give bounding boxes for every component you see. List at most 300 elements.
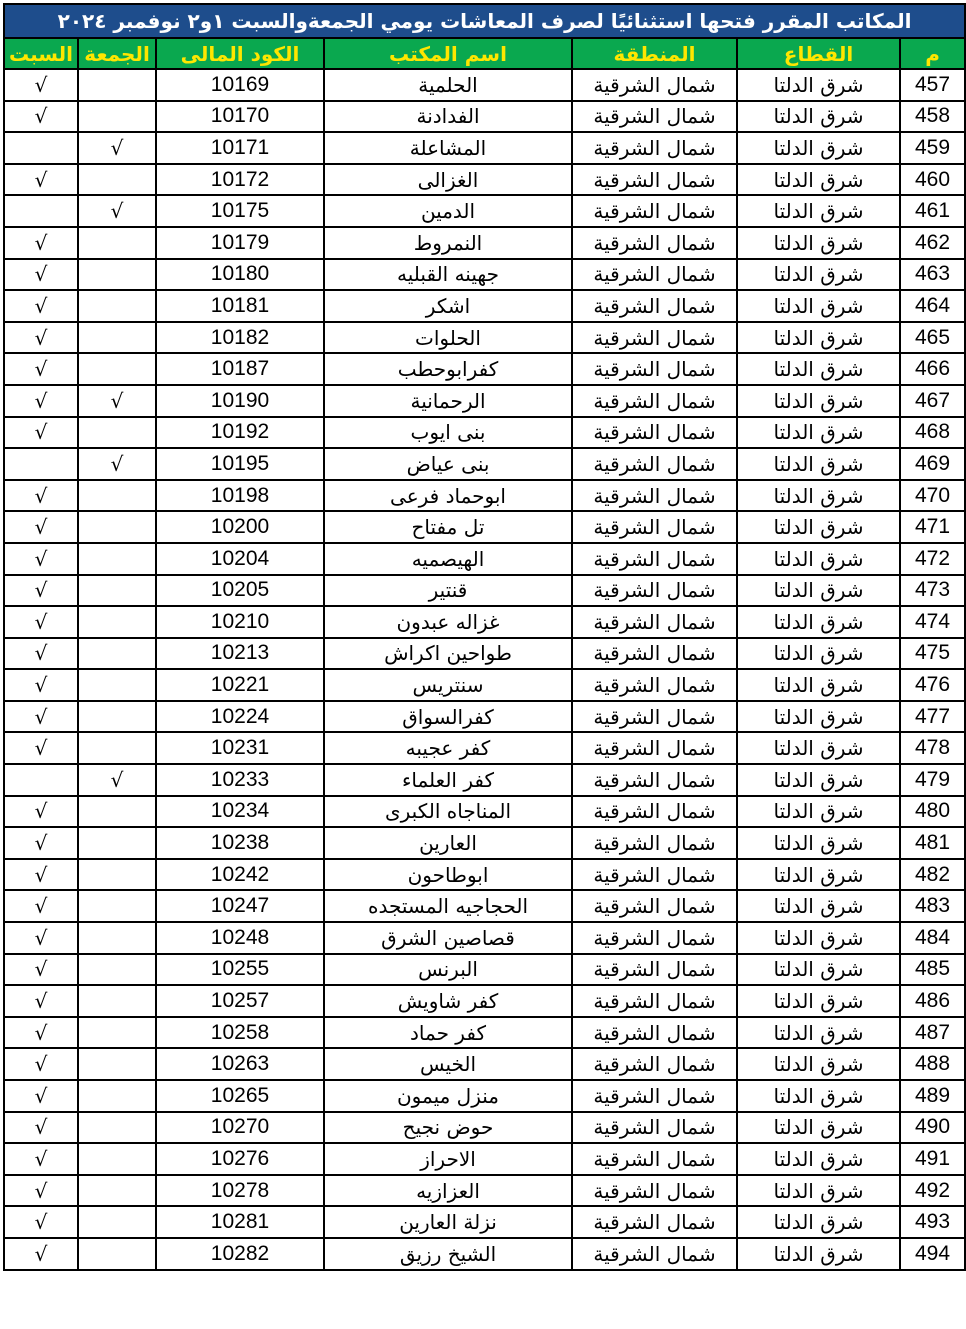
cell-saturday: √ [4,290,78,322]
offices-table [3,3,966,1271]
table-row [4,985,965,1017]
cell-num: 477 [900,701,965,733]
cell-num: 457 [900,69,965,101]
cell-office-name: كفرالسواق [324,701,572,733]
cell-sector: شرق الدلتا [737,1175,900,1207]
cell-office-name: الهيصميه [324,543,572,575]
table-row [4,385,965,417]
cell-saturday: √ [4,890,78,922]
cell-friday [78,1206,156,1238]
cell-region: شمال الشرقية [572,480,737,512]
cell-office-name: البرنس [324,954,572,986]
cell-region: شمال الشرقية [572,1175,737,1207]
cell-code: 10204 [156,543,324,575]
cell-code: 10195 [156,448,324,480]
cell-num: 466 [900,353,965,385]
cell-num: 493 [900,1206,965,1238]
cell-office-name: قنتير [324,575,572,607]
table-row [4,132,965,164]
cell-num: 469 [900,448,965,480]
cell-region: شمال الشرقية [572,385,737,417]
table-row [4,1080,965,1112]
cell-office-name: العارين [324,827,572,859]
header-code: الكود المالى [156,38,324,69]
cell-sector: شرق الدلتا [737,764,900,796]
cell-friday [78,922,156,954]
cell-code: 10231 [156,732,324,764]
cell-sector: شرق الدلتا [737,859,900,891]
cell-code: 10238 [156,827,324,859]
cell-office-name: الشيخ رزيق [324,1238,572,1270]
cell-sector: شرق الدلتا [737,290,900,322]
cell-sector: شرق الدلتا [737,1048,900,1080]
cell-sector: شرق الدلتا [737,638,900,670]
table-row [4,511,965,543]
cell-num: 459 [900,132,965,164]
cell-region: شمال الشرقية [572,1080,737,1112]
cell-num: 484 [900,922,965,954]
cell-office-name: النمروط [324,227,572,259]
cell-code: 10169 [156,69,324,101]
cell-num: 480 [900,796,965,828]
table-row [4,638,965,670]
spreadsheet [3,3,951,1325]
cell-friday [78,701,156,733]
cell-saturday: √ [4,732,78,764]
cell-region: شمال الشرقية [572,764,737,796]
cell-code: 10221 [156,669,324,701]
cell-code: 10263 [156,1048,324,1080]
cell-code: 10198 [156,480,324,512]
cell-num: 479 [900,764,965,796]
cell-code: 10257 [156,985,324,1017]
table-row [4,480,965,512]
cell-region: شمال الشرقية [572,1206,737,1238]
cell-num: 488 [900,1048,965,1080]
cell-office-name: بنى ايوب [324,417,572,449]
cell-friday [78,480,156,512]
cell-sector: شرق الدلتا [737,796,900,828]
cell-office-name: الاحراز [324,1143,572,1175]
cell-friday [78,954,156,986]
table-row [4,290,965,322]
cell-friday [78,543,156,575]
cell-code: 10282 [156,1238,324,1270]
cell-num: 487 [900,1017,965,1049]
cell-code: 10190 [156,385,324,417]
cell-code: 10180 [156,259,324,291]
cell-region: شمال الشرقية [572,417,737,449]
cell-num: 458 [900,101,965,133]
cell-num: 481 [900,827,965,859]
cell-saturday: √ [4,827,78,859]
cell-region: شمال الشرقية [572,954,737,986]
table-row [4,101,965,133]
cell-office-name: الغزالى [324,164,572,196]
cell-saturday: √ [4,1175,78,1207]
header-sector: القطاع [737,38,900,69]
cell-num: 470 [900,480,965,512]
cell-code: 10242 [156,859,324,891]
cell-office-name: الخيس [324,1048,572,1080]
cell-saturday: √ [4,164,78,196]
cell-region: شمال الشرقية [572,353,737,385]
cell-region: شمال الشرقية [572,669,737,701]
table-row [4,1143,965,1175]
cell-region: شمال الشرقية [572,290,737,322]
table-row [4,195,965,227]
table-row [4,322,965,354]
cell-saturday: √ [4,543,78,575]
cell-code: 10265 [156,1080,324,1112]
cell-sector: شرق الدلتا [737,385,900,417]
table-row [4,701,965,733]
header-region: المنطقة [572,38,737,69]
cell-friday [78,101,156,133]
cell-office-name: الحلوات [324,322,572,354]
cell-region: شمال الشرقية [572,890,737,922]
table-row [4,1238,965,1270]
header-friday: الجمعة [78,38,156,69]
cell-saturday: √ [4,859,78,891]
cell-friday [78,796,156,828]
cell-office-name: المشاعلة [324,132,572,164]
cell-num: 460 [900,164,965,196]
cell-saturday: √ [4,1080,78,1112]
cell-sector: شرق الدلتا [737,890,900,922]
cell-num: 468 [900,417,965,449]
cell-num: 463 [900,259,965,291]
cell-region: شمال الشرقية [572,922,737,954]
cell-office-name: كفر عجيبه [324,732,572,764]
cell-saturday: √ [4,638,78,670]
cell-sector: شرق الدلتا [737,101,900,133]
cell-friday [78,164,156,196]
cell-sector: شرق الدلتا [737,322,900,354]
cell-num: 462 [900,227,965,259]
cell-num: 473 [900,575,965,607]
cell-friday [78,669,156,701]
cell-saturday: √ [4,417,78,449]
cell-num: 486 [900,985,965,1017]
cell-region: شمال الشرقية [572,1017,737,1049]
cell-sector: شرق الدلتا [737,195,900,227]
cell-office-name: الدمين [324,195,572,227]
cell-friday [78,1017,156,1049]
cell-num: 461 [900,195,965,227]
table-row [4,954,965,986]
cell-sector: شرق الدلتا [737,132,900,164]
table-row [4,669,965,701]
cell-saturday: √ [4,1206,78,1238]
cell-office-name: حوض نجيح [324,1112,572,1144]
table-row [4,1048,965,1080]
cell-friday [78,69,156,101]
cell-sector: شرق الدلتا [737,1206,900,1238]
cell-num: 467 [900,385,965,417]
cell-region: شمال الشرقية [572,1238,737,1270]
cell-sector: شرق الدلتا [737,259,900,291]
cell-saturday: √ [4,985,78,1017]
cell-office-name: تل مفتاح [324,511,572,543]
cell-sector: شرق الدلتا [737,922,900,954]
cell-code: 10270 [156,1112,324,1144]
cell-office-name: كفرابوحطب [324,353,572,385]
cell-sector: شرق الدلتا [737,417,900,449]
cell-code: 10233 [156,764,324,796]
table-row [4,890,965,922]
cell-code: 10181 [156,290,324,322]
cell-sector: شرق الدلتا [737,732,900,764]
table-row [4,1206,965,1238]
cell-sector: شرق الدلتا [737,1112,900,1144]
cell-region: شمال الشرقية [572,827,737,859]
cell-num: 478 [900,732,965,764]
cell-sector: شرق الدلتا [737,353,900,385]
cell-sector: شرق الدلتا [737,669,900,701]
cell-sector: شرق الدلتا [737,606,900,638]
cell-office-name: بنى عياض [324,448,572,480]
cell-saturday: √ [4,1238,78,1270]
table-row [4,417,965,449]
cell-friday [78,511,156,543]
cell-code: 10210 [156,606,324,638]
cell-sector: شرق الدلتا [737,511,900,543]
cell-sector: شرق الدلتا [737,480,900,512]
table-row [4,259,965,291]
cell-office-name: نزلة العارين [324,1206,572,1238]
cell-num: 489 [900,1080,965,1112]
cell-office-name: ابوحماد فرعى [324,480,572,512]
cell-office-name: سنتريس [324,669,572,701]
cell-friday [78,985,156,1017]
cell-friday [78,638,156,670]
cell-office-name: منزل ميمون [324,1080,572,1112]
cell-sector: شرق الدلتا [737,575,900,607]
cell-num: 464 [900,290,965,322]
cell-code: 10247 [156,890,324,922]
cell-region: شمال الشرقية [572,164,737,196]
cell-friday [78,1080,156,1112]
cell-code: 10276 [156,1143,324,1175]
cell-saturday: √ [4,322,78,354]
cell-saturday: √ [4,1048,78,1080]
cell-sector: شرق الدلتا [737,701,900,733]
cell-saturday: √ [4,796,78,828]
cell-office-name: طواحين اكراش [324,638,572,670]
table-row [4,448,965,480]
cell-office-name: كفر حماد [324,1017,572,1049]
cell-friday [78,1238,156,1270]
cell-region: شمال الشرقية [572,132,737,164]
cell-num: 485 [900,954,965,986]
cell-friday [78,732,156,764]
cell-region: شمال الشرقية [572,1112,737,1144]
cell-sector: شرق الدلتا [737,1080,900,1112]
cell-region: شمال الشرقية [572,732,737,764]
cell-code: 10179 [156,227,324,259]
cell-saturday: √ [4,385,78,417]
cell-sector: شرق الدلتا [737,69,900,101]
cell-num: 483 [900,890,965,922]
cell-num: 476 [900,669,965,701]
title-row [4,4,965,38]
cell-saturday: √ [4,259,78,291]
cell-code: 10175 [156,195,324,227]
cell-num: 472 [900,543,965,575]
cell-saturday [4,195,78,227]
table-row [4,859,965,891]
cell-office-name: الفدادنة [324,101,572,133]
cell-friday [78,827,156,859]
cell-region: شمال الشرقية [572,101,737,133]
cell-friday [78,353,156,385]
cell-friday [78,575,156,607]
cell-code: 10278 [156,1175,324,1207]
cell-office-name: قصاصين الشرق [324,922,572,954]
cell-code: 10182 [156,322,324,354]
cell-office-name: الحجاجيه المستجده [324,890,572,922]
cell-saturday: √ [4,606,78,638]
cell-saturday: √ [4,69,78,101]
cell-code: 10248 [156,922,324,954]
cell-code: 10171 [156,132,324,164]
cell-region: شمال الشرقية [572,796,737,828]
cell-region: شمال الشرقية [572,701,737,733]
cell-friday [78,1048,156,1080]
table-row [4,353,965,385]
cell-saturday [4,448,78,480]
cell-saturday: √ [4,701,78,733]
table-title: المكاتب المقرر فتحها استثنائيًا لصرف المعاشات يومي الجمعةوالسبت ١و٢ نوفمبر ٢٠٢٤ [4,4,965,38]
cell-saturday: √ [4,954,78,986]
cell-sector: شرق الدلتا [737,985,900,1017]
cell-num: 491 [900,1143,965,1175]
cell-num: 482 [900,859,965,891]
cell-office-name: اشكر [324,290,572,322]
table-row [4,606,965,638]
cell-region: شمال الشرقية [572,259,737,291]
cell-sector: شرق الدلتا [737,1238,900,1270]
table-row [4,827,965,859]
cell-code: 10281 [156,1206,324,1238]
cell-office-name: كفر شاويش [324,985,572,1017]
table-row [4,543,965,575]
cell-region: شمال الشرقية [572,606,737,638]
cell-office-name: العزازيه [324,1175,572,1207]
cell-saturday: √ [4,922,78,954]
cell-sector: شرق الدلتا [737,827,900,859]
cell-saturday: √ [4,575,78,607]
cell-num: 490 [900,1112,965,1144]
cell-friday [78,259,156,291]
cell-friday [78,290,156,322]
cell-region: شمال الشرقية [572,1048,737,1080]
cell-friday [78,1143,156,1175]
table-row [4,1175,965,1207]
cell-office-name: المناجاه الكبرى [324,796,572,828]
cell-code: 10172 [156,164,324,196]
cell-saturday: √ [4,101,78,133]
cell-code: 10200 [156,511,324,543]
cell-sector: شرق الدلتا [737,543,900,575]
cell-saturday: √ [4,1143,78,1175]
cell-saturday: √ [4,1112,78,1144]
table-row [4,1112,965,1144]
cell-saturday: √ [4,1017,78,1049]
cell-num: 475 [900,638,965,670]
cell-sector: شرق الدلتا [737,227,900,259]
cell-sector: شرق الدلتا [737,448,900,480]
cell-saturday: √ [4,669,78,701]
cell-friday: √ [78,195,156,227]
cell-sector: شرق الدلتا [737,1143,900,1175]
cell-friday [78,859,156,891]
cell-friday [78,1112,156,1144]
cell-region: شمال الشرقية [572,859,737,891]
cell-saturday: √ [4,353,78,385]
cell-region: شمال الشرقية [572,322,737,354]
table-row [4,922,965,954]
header-row [4,38,965,69]
cell-friday: √ [78,385,156,417]
header-office-name: اسم المكتب [324,38,572,69]
cell-region: شمال الشرقية [572,511,737,543]
cell-code: 10170 [156,101,324,133]
table-row [4,227,965,259]
cell-sector: شرق الدلتا [737,164,900,196]
cell-code: 10213 [156,638,324,670]
cell-friday [78,227,156,259]
cell-region: شمال الشرقية [572,69,737,101]
cell-office-name: الرحمانية [324,385,572,417]
cell-friday: √ [78,764,156,796]
cell-code: 10224 [156,701,324,733]
cell-sector: شرق الدلتا [737,1017,900,1049]
table-row [4,575,965,607]
cell-region: شمال الشرقية [572,448,737,480]
cell-friday: √ [78,132,156,164]
cell-region: شمال الشرقية [572,638,737,670]
cell-office-name: غزاله عبدون [324,606,572,638]
cell-office-name: الحلمية [324,69,572,101]
cell-saturday: √ [4,511,78,543]
cell-code: 10192 [156,417,324,449]
cell-office-name: جهينه القبليه [324,259,572,291]
table-body [4,69,965,1270]
cell-friday [78,1175,156,1207]
cell-num: 465 [900,322,965,354]
cell-sector: شرق الدلتا [737,954,900,986]
cell-region: شمال الشرقية [572,985,737,1017]
cell-saturday [4,764,78,796]
header-num: م [900,38,965,69]
cell-office-name: ابوطاحون [324,859,572,891]
header-saturday: السبت [4,38,78,69]
table-row [4,764,965,796]
cell-friday [78,606,156,638]
table-row [4,732,965,764]
cell-friday [78,890,156,922]
cell-friday [78,322,156,354]
table-row [4,796,965,828]
cell-saturday: √ [4,227,78,259]
cell-region: شمال الشرقية [572,1143,737,1175]
cell-friday: √ [78,448,156,480]
cell-code: 10187 [156,353,324,385]
cell-code: 10234 [156,796,324,828]
cell-region: شمال الشرقية [572,195,737,227]
